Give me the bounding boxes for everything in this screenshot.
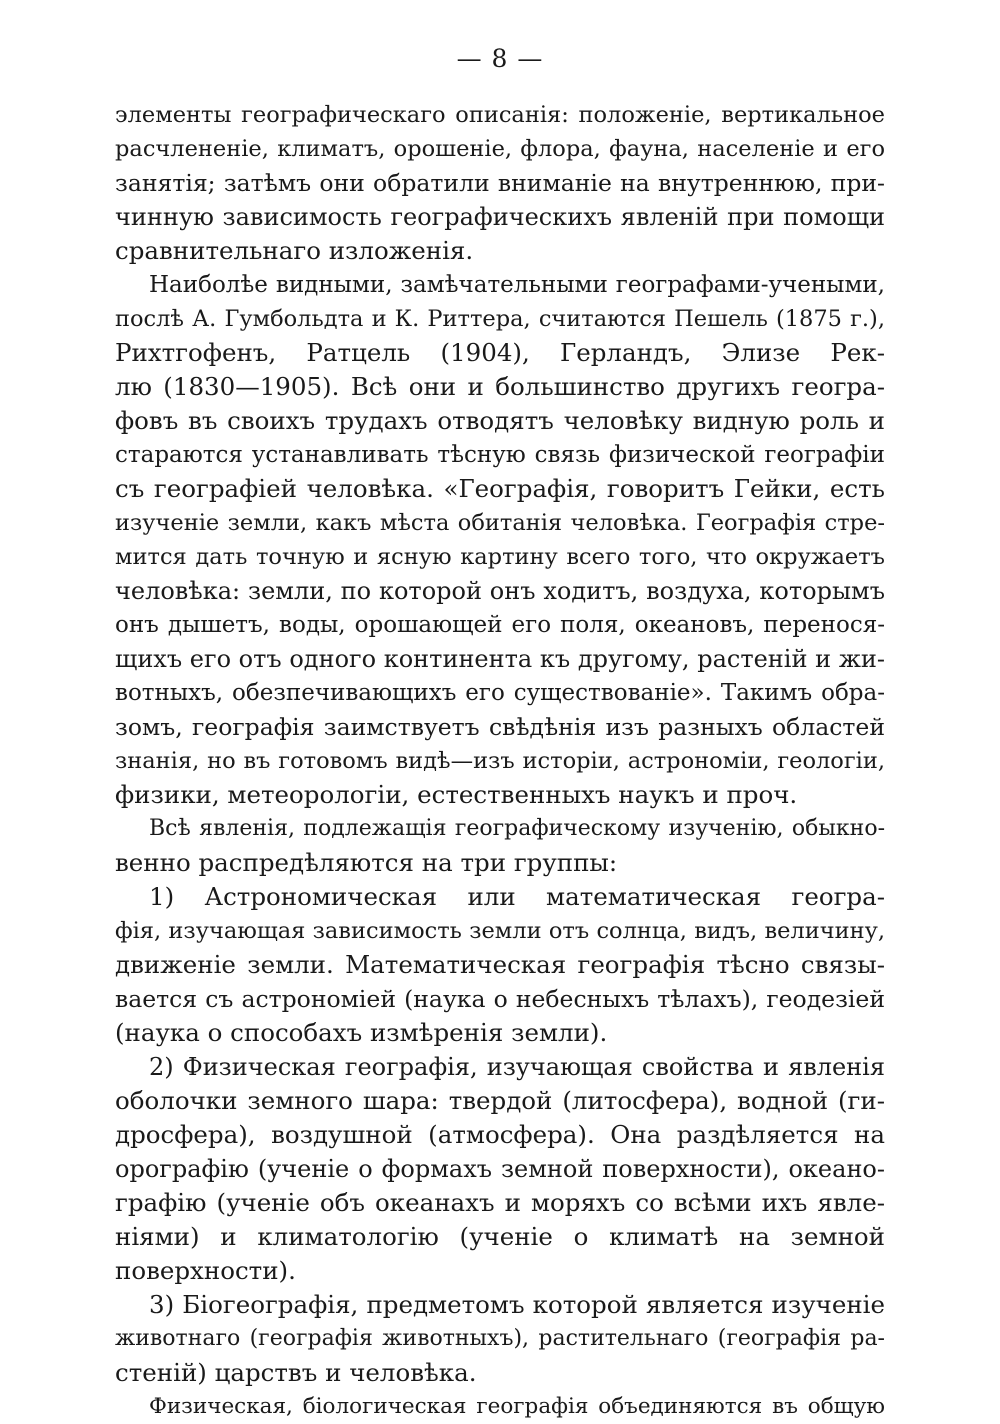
text-line: графію (ученіе объ океанахъ и моряхъ со всѣми ихъ явле-	[115, 1188, 885, 1217]
text-line: животнаго (географія животныхъ), растительнаго (географія ра-	[115, 1326, 885, 1351]
text-line: 3) Біогеографія, предметомъ которой является изученіе	[149, 1290, 885, 1319]
text-line: движеніе земли. Математическая географія тѣсно связы-	[115, 950, 885, 979]
text-line: лю (1830—1905). Всѣ они и большинство другихъ геогра-	[115, 372, 885, 401]
text-line: Наиболѣе видными, замѣчательными географами-учеными,	[149, 272, 885, 298]
text-line: послѣ А. Гумбольдта и К. Риттера, считаются Пешель (1875 г.),	[115, 306, 885, 332]
text-line: венно распредѣляются на три группы:	[115, 848, 618, 877]
text-line: сравнительнаго изложенія.	[115, 236, 474, 265]
text-line: щихъ его отъ одного континента къ другому, растеній и жи-	[115, 645, 885, 673]
text-line: съ географіей человѣка. «Географія, говоритъ Гейки, есть	[115, 474, 885, 503]
text-line: мится дать точную и ясную картину всего того, что окружаетъ	[115, 544, 885, 570]
text-line: стеній) царствъ и человѣка.	[115, 1358, 477, 1387]
text-line: зомъ, географія заимствуетъ свѣдѣнія изъ разныхъ областей	[115, 713, 885, 741]
text-line: ніями) и климатологію (ученіе о климатѣ на земной	[115, 1222, 885, 1251]
text-line: физики, метеорологіи, естественныхъ наукъ и проч.	[115, 780, 798, 809]
text-line: оболочки земного шара: твердой (литосфера), водной (ги-	[115, 1086, 885, 1115]
page-number: — 8 —	[456, 44, 544, 73]
text-line: занятія; затѣмъ они обратили вниманіе на внутреннюю, при-	[115, 169, 885, 197]
text-line: человѣка: земли, по которой онъ ходитъ, воздуха, которымъ	[115, 577, 885, 605]
text-line: стараются устанавливать тѣсную связь физической географіи	[115, 442, 885, 468]
text-line: расчлененіе, климатъ, орошеніе, флора, фауна, населеніе и его	[115, 136, 885, 162]
text-line: фовъ въ своихъ трудахъ отводятъ человѣку видную роль и	[115, 406, 885, 435]
text-line: знанія, но въ готовомъ видѣ—изъ исторіи, астрономіи, геологіи,	[115, 748, 885, 774]
text-line: вотныхъ, обезпечивающихъ его существованіе». Такимъ обра-	[115, 680, 885, 706]
text-line: онъ дышетъ, воды, орошающей его поля, океановъ, перенося-	[115, 612, 885, 638]
text-line: вается съ астрономіей (наука о небесныхъ тѣлахъ), геодезіей	[115, 985, 885, 1013]
text-line: поверхности).	[115, 1256, 296, 1285]
body-text	[115, 98, 885, 1424]
text-line: 2) Физическая географія, изучающая свойства и явленія	[149, 1053, 885, 1081]
text-line: изученіе земли, какъ мѣста обитанія человѣка. Географія стре-	[115, 510, 885, 536]
text-line: орографію (ученіе о формахъ земной поверхности), океано-	[115, 1155, 885, 1183]
text-line: Физическая, біологическая географія объединяются въ общую	[149, 1394, 885, 1419]
text-line: дросфера), воздушной (атмосфера). Она раздѣляется на	[115, 1120, 885, 1149]
text-line: (наука о способахъ измѣренія земли).	[115, 1018, 608, 1047]
text-line: 1) Астрономическая или математическая геогра-	[149, 882, 885, 911]
text-line: чинную зависимость географическихъ явленій при помощи	[115, 203, 885, 231]
text-line: фія, изучающая зависимость земли отъ солнца, видъ, величину,	[115, 918, 885, 944]
text-line: Всѣ явленія, подлежащія географическому изученію, обыкно-	[149, 816, 885, 841]
text-line: Рихтгофенъ, Ратцель (1904), Герландъ, Элизе Рек-	[115, 338, 885, 367]
text-line: элементы географическаго описанія: положеніе, вертикальное	[115, 102, 885, 128]
